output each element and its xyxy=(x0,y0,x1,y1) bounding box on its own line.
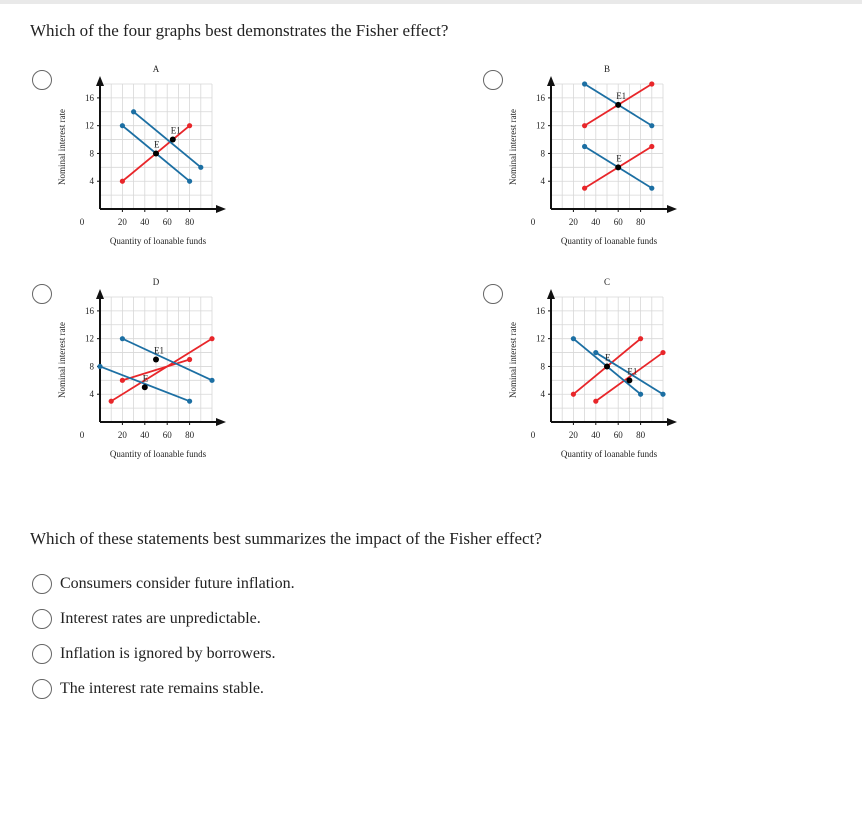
graph-d-svg xyxy=(55,275,295,475)
supply-endpoint xyxy=(187,123,192,128)
supply-endpoint xyxy=(582,186,587,191)
supply-endpoint xyxy=(571,392,576,397)
y-tick-label: 4 xyxy=(89,176,94,187)
question-2: Which of these statements best summarizes the impact of the Fisher effect? xyxy=(30,529,542,548)
x-tick-label: 20 xyxy=(117,217,127,227)
supply-endpoint xyxy=(649,81,654,86)
graph-title: A xyxy=(152,64,160,74)
y-tick-label: 8 xyxy=(540,148,545,159)
option-rate-stable[interactable] xyxy=(32,678,264,700)
y-tick-label: 8 xyxy=(89,361,94,372)
x-axis-title: Quantity of loanable funds xyxy=(560,449,658,459)
y-tick-label: 12 xyxy=(536,333,545,344)
y-tick-label: 8 xyxy=(89,148,94,159)
y-axis-arrow xyxy=(96,289,104,299)
equilibrium-label: E1 xyxy=(627,366,638,377)
x-tick-label: 80 xyxy=(185,217,195,227)
equilibrium-label: E xyxy=(142,373,149,384)
option-consumers-consider-inflation[interactable] xyxy=(32,573,295,595)
origin-label: 0 xyxy=(79,217,85,227)
option-radio[interactable] xyxy=(32,574,52,594)
x-axis-arrow xyxy=(667,418,677,426)
question-1: Which of the four graphs best demonstrates the Fisher effect? xyxy=(30,21,449,40)
x-axis-title: Quantity of loanable funds xyxy=(560,236,658,246)
y-tick-label: 16 xyxy=(536,92,545,103)
demand-endpoint xyxy=(97,364,102,369)
equilibrium-label: E1 xyxy=(154,345,164,356)
equilibrium-label: E1 xyxy=(616,90,627,101)
x-tick-label: 80 xyxy=(636,430,646,440)
x-axis-title: Quantity of loanable funds xyxy=(109,449,207,459)
graph-b-radio[interactable] xyxy=(483,70,503,90)
graph-c xyxy=(506,275,746,475)
demand-endpoint xyxy=(131,109,136,114)
option-radio[interactable] xyxy=(32,609,52,629)
x-tick-label: 40 xyxy=(591,430,601,440)
y-axis-title: Nominal interest rate xyxy=(57,322,67,398)
supply-endpoint xyxy=(120,179,125,184)
x-tick-label: 20 xyxy=(568,217,578,227)
x-tick-label: 40 xyxy=(591,217,601,227)
demand-endpoint xyxy=(660,392,665,397)
supply-endpoint xyxy=(582,123,587,128)
x-axis-arrow xyxy=(667,205,677,213)
equilibrium-point xyxy=(626,377,632,383)
x-tick-label: 60 xyxy=(162,217,172,227)
y-tick-label: 4 xyxy=(540,389,545,400)
x-tick-label: 20 xyxy=(568,430,578,440)
graph-a-radio[interactable] xyxy=(32,70,52,90)
x-tick-label: 60 xyxy=(613,217,623,227)
y-axis-arrow xyxy=(96,76,104,86)
option-radio[interactable] xyxy=(32,679,52,699)
graph-title: B xyxy=(603,64,611,74)
supply-endpoint xyxy=(660,350,665,355)
graph-b xyxy=(506,62,746,262)
option-radio[interactable] xyxy=(32,644,52,664)
demand-endpoint xyxy=(582,81,587,86)
origin-label: 0 xyxy=(79,430,85,440)
y-tick-label: 4 xyxy=(89,389,94,400)
origin-label: 0 xyxy=(530,430,536,440)
equilibrium-point xyxy=(604,363,610,369)
demand-endpoint xyxy=(593,350,598,355)
option-label: The interest rate remains stable. xyxy=(60,680,264,697)
demand-endpoint xyxy=(187,179,192,184)
x-tick-label: 20 xyxy=(117,430,127,440)
demand-endpoint xyxy=(638,392,643,397)
y-tick-label: 12 xyxy=(85,333,94,344)
y-tick-label: 16 xyxy=(85,92,94,103)
supply-endpoint xyxy=(109,399,114,404)
y-tick-label: 16 xyxy=(85,305,94,316)
demand-endpoint xyxy=(120,123,125,128)
supply-endpoint xyxy=(120,378,125,383)
y-axis-arrow xyxy=(547,289,555,299)
equilibrium-label: E xyxy=(605,352,611,363)
supply-endpoint xyxy=(593,399,598,404)
y-axis-title: Nominal interest rate xyxy=(508,109,518,185)
graph-d-radio[interactable] xyxy=(32,284,52,304)
equilibrium-point xyxy=(153,357,159,363)
x-axis-arrow xyxy=(216,418,226,426)
supply-endpoint xyxy=(187,357,192,362)
graph-c-svg xyxy=(506,275,746,475)
option-label: Interest rates are unpredictable. xyxy=(60,610,261,627)
graph-a xyxy=(55,62,295,262)
equilibrium-point xyxy=(170,137,176,143)
option-label: Inflation is ignored by borrowers. xyxy=(60,645,276,662)
graph-d xyxy=(55,275,295,475)
y-tick-label: 4 xyxy=(540,176,545,187)
supply-endpoint xyxy=(209,336,214,341)
demand-endpoint xyxy=(198,165,203,170)
graph-a-svg xyxy=(55,62,295,262)
equilibrium-point xyxy=(615,164,621,170)
demand-endpoint xyxy=(187,399,192,404)
equilibrium-label: E xyxy=(154,139,160,150)
y-axis-title: Nominal interest rate xyxy=(57,109,67,185)
x-tick-label: 80 xyxy=(185,430,195,440)
option-inflation-ignored[interactable] xyxy=(32,643,276,665)
supply-endpoint xyxy=(638,336,643,341)
x-tick-label: 60 xyxy=(613,430,623,440)
y-tick-label: 12 xyxy=(536,120,545,131)
demand-endpoint xyxy=(582,144,587,149)
x-tick-label: 80 xyxy=(636,217,646,227)
equilibrium-point xyxy=(153,150,159,156)
x-axis-arrow xyxy=(216,205,226,213)
x-tick-label: 40 xyxy=(140,430,150,440)
origin-label: 0 xyxy=(530,217,536,227)
demand-endpoint xyxy=(649,123,654,128)
equilibrium-label: E xyxy=(616,153,622,164)
demand-endpoint xyxy=(209,378,214,383)
y-axis-title: Nominal interest rate xyxy=(508,322,518,398)
y-tick-label: 16 xyxy=(536,305,545,316)
graph-title: D xyxy=(152,277,160,287)
equilibrium-point xyxy=(142,384,148,390)
demand-endpoint xyxy=(571,336,576,341)
x-axis-title: Quantity of loanable funds xyxy=(109,236,207,246)
graph-title: C xyxy=(603,277,611,287)
y-tick-label: 12 xyxy=(85,120,94,131)
y-tick-label: 8 xyxy=(540,361,545,372)
supply-endpoint xyxy=(649,144,654,149)
x-tick-label: 40 xyxy=(140,217,150,227)
graph-b-svg xyxy=(506,62,746,262)
top-strip xyxy=(0,0,862,4)
demand-endpoint xyxy=(120,336,125,341)
equilibrium-label: E1 xyxy=(170,125,181,136)
x-tick-label: 60 xyxy=(162,430,172,440)
equilibrium-point xyxy=(615,102,621,108)
option-rates-unpredictable[interactable] xyxy=(32,608,261,630)
option-label: Consumers consider future inflation. xyxy=(60,575,295,592)
graph-c-radio[interactable] xyxy=(483,284,503,304)
demand-endpoint xyxy=(649,186,654,191)
y-axis-arrow xyxy=(547,76,555,86)
